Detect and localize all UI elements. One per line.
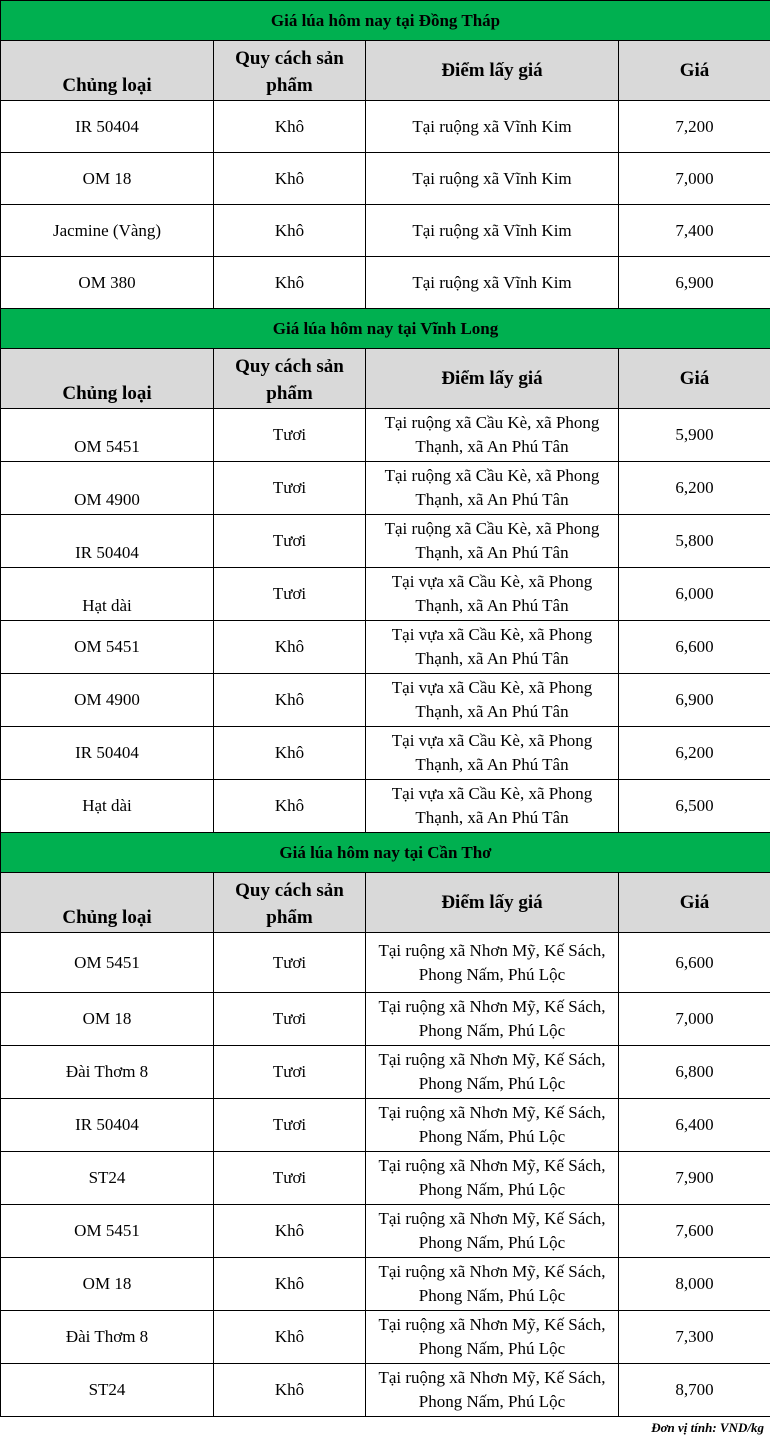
cell-spec: Khô [214,621,366,674]
region-title: Giá lúa hôm nay tại Cần Thơ [1,833,770,873]
cell-spec: Khô [214,1205,366,1258]
table-row [1,1205,770,1258]
cell-type: OM 18 [1,993,214,1046]
header-point: Điểm lấy giá [366,873,619,933]
cell-point: Tại ruộng xã Vĩnh Kim [366,205,619,257]
table-row [1,727,770,780]
cell-type: Đài Thơm 8 [1,1046,214,1099]
cell-spec: Tươi [214,568,366,621]
region-title-row [1,1,770,41]
cell-price: 6,500 [619,780,770,833]
cell-point: Tại vựa xã Cầu Kè, xã Phong Thạnh, xã An Phú Tân [366,780,619,833]
cell-point: Tại ruộng xã Cầu Kè, xã Phong Thạnh, xã An Phú Tân [366,462,619,515]
cell-price: 5,800 [619,515,770,568]
cell-spec: Khô [214,727,366,780]
cell-point: Tại ruộng xã Vĩnh Kim [366,153,619,205]
table-row [1,1152,770,1205]
cell-spec: Khô [214,1258,366,1311]
cell-point: Tại vựa xã Cầu Kè, xã Phong Thạnh, xã An Phú Tân [366,727,619,780]
header-type: Chủng loại [1,349,214,409]
cell-point: Tại ruộng xã Nhơn Mỹ, Kế Sách, Phong Nấm, Phú Lộc [366,1205,619,1258]
table-row [1,568,770,621]
header-row [1,41,770,101]
cell-spec: Khô [214,257,366,309]
cell-spec: Tươi [214,1152,366,1205]
cell-point: Tại ruộng xã Nhơn Mỹ, Kế Sách, Phong Nấm, Phú Lộc [366,1258,619,1311]
cell-spec: Tươi [214,1046,366,1099]
cell-price: 6,600 [619,621,770,674]
table-row [1,205,770,257]
cell-price: 6,000 [619,568,770,621]
region-title: Giá lúa hôm nay tại Vĩnh Long [1,309,770,349]
table-row [1,1258,770,1311]
cell-point: Tại ruộng xã Nhơn Mỹ, Kế Sách, Phong Nấm, Phú Lộc [366,1099,619,1152]
region-title-row [1,833,770,873]
table-row [1,101,770,153]
cell-type: OM 4900 [1,462,214,515]
table-row [1,674,770,727]
table-row [1,1364,770,1417]
cell-type: OM 18 [1,153,214,205]
table-row [1,515,770,568]
cell-type: ST24 [1,1152,214,1205]
cell-price: 6,400 [619,1099,770,1152]
cell-spec: Tươi [214,993,366,1046]
header-row [1,873,770,933]
table-row [1,257,770,309]
cell-spec: Tươi [214,409,366,462]
cell-type: OM 5451 [1,409,214,462]
cell-price: 7,600 [619,1205,770,1258]
cell-type: Jacmine (Vàng) [1,205,214,257]
cell-point: Tại ruộng xã Cầu Kè, xã Phong Thạnh, xã An Phú Tân [366,409,619,462]
cell-price: 7,400 [619,205,770,257]
cell-price: 7,000 [619,153,770,205]
cell-point: Tại ruộng xã Nhơn Mỹ, Kế Sách, Phong Nấm, Phú Lộc [366,1152,619,1205]
cell-type: OM 5451 [1,621,214,674]
cell-spec: Khô [214,153,366,205]
header-row [1,349,770,409]
cell-price: 6,800 [619,1046,770,1099]
cell-price: 6,600 [619,933,770,993]
cell-type: OM 5451 [1,1205,214,1258]
cell-spec: Tươi [214,462,366,515]
cell-spec: Khô [214,674,366,727]
header-point: Điểm lấy giá [366,349,619,409]
cell-price: 6,200 [619,462,770,515]
cell-point: Tại ruộng xã Vĩnh Kim [366,101,619,153]
cell-type: OM 18 [1,1258,214,1311]
cell-point: Tại ruộng xã Nhơn Mỹ, Kế Sách, Phong Nấm, Phú Lộc [366,1046,619,1099]
cell-price: 7,900 [619,1152,770,1205]
cell-price: 8,700 [619,1364,770,1417]
table-row [1,1311,770,1364]
cell-point: Tại vựa xã Cầu Kè, xã Phong Thạnh, xã An Phú Tân [366,621,619,674]
unit-note: Đơn vị tính: VND/kg [651,1420,764,1435]
cell-price: 6,200 [619,727,770,780]
cell-point: Tại vựa xã Cầu Kè, xã Phong Thạnh, xã An Phú Tân [366,674,619,727]
cell-point: Tại ruộng xã Nhơn Mỹ, Kế Sách, Phong Nấm, Phú Lộc [366,1364,619,1417]
cell-spec: Khô [214,1311,366,1364]
cell-spec: Tươi [214,933,366,993]
cell-price: 6,900 [619,257,770,309]
table-row [1,153,770,205]
cell-point: Tại ruộng xã Vĩnh Kim [366,257,619,309]
cell-type: Đài Thơm 8 [1,1311,214,1364]
table-row [1,933,770,993]
header-price: Giá [619,873,770,933]
cell-price: 7,300 [619,1311,770,1364]
cell-type: IR 50404 [1,515,214,568]
cell-type: ST24 [1,1364,214,1417]
cell-type: IR 50404 [1,727,214,780]
cell-spec: Khô [214,780,366,833]
cell-spec: Khô [214,101,366,153]
table-row [1,780,770,833]
cell-price: 5,900 [619,409,770,462]
cell-type: IR 50404 [1,101,214,153]
cell-type: IR 50404 [1,1099,214,1152]
cell-price: 8,000 [619,1258,770,1311]
cell-spec: Tươi [214,1099,366,1152]
cell-point: Tại ruộng xã Cầu Kè, xã Phong Thạnh, xã An Phú Tân [366,515,619,568]
cell-price: 7,000 [619,993,770,1046]
region-title-row [1,309,770,349]
table-row [1,1099,770,1152]
table-row [1,621,770,674]
cell-point: Tại ruộng xã Nhơn Mỹ, Kế Sách, Phong Nấm, Phú Lộc [366,933,619,993]
region-title: Giá lúa hôm nay tại Đồng Tháp [1,1,770,41]
cell-type: Hạt dài [1,780,214,833]
cell-type: OM 4900 [1,674,214,727]
cell-type: OM 5451 [1,933,214,993]
table-row [1,462,770,515]
cell-point: Tại ruộng xã Nhơn Mỹ, Kế Sách, Phong Nấm, Phú Lộc [366,1311,619,1364]
table-row [1,1046,770,1099]
cell-type: OM 380 [1,257,214,309]
cell-spec: Khô [214,1364,366,1417]
cell-point: Tại ruộng xã Nhơn Mỹ, Kế Sách, Phong Nấm, Phú Lộc [366,993,619,1046]
cell-price: 6,900 [619,674,770,727]
header-type: Chủng loại [1,873,214,933]
header-spec: Quy cách sản phẩm [214,873,366,933]
header-price: Giá [619,41,770,101]
cell-spec: Tươi [214,515,366,568]
cell-spec: Khô [214,205,366,257]
header-price: Giá [619,349,770,409]
header-point: Điểm lấy giá [366,41,619,101]
header-type: Chủng loại [1,41,214,101]
cell-point: Tại vựa xã Cầu Kè, xã Phong Thạnh, xã An Phú Tân [366,568,619,621]
table-row [1,409,770,462]
cell-type: Hạt dài [1,568,214,621]
table-row [1,993,770,1046]
cell-price: 7,200 [619,101,770,153]
header-spec: Quy cách sản phẩm [214,349,366,409]
header-spec: Quy cách sản phẩm [214,41,366,101]
